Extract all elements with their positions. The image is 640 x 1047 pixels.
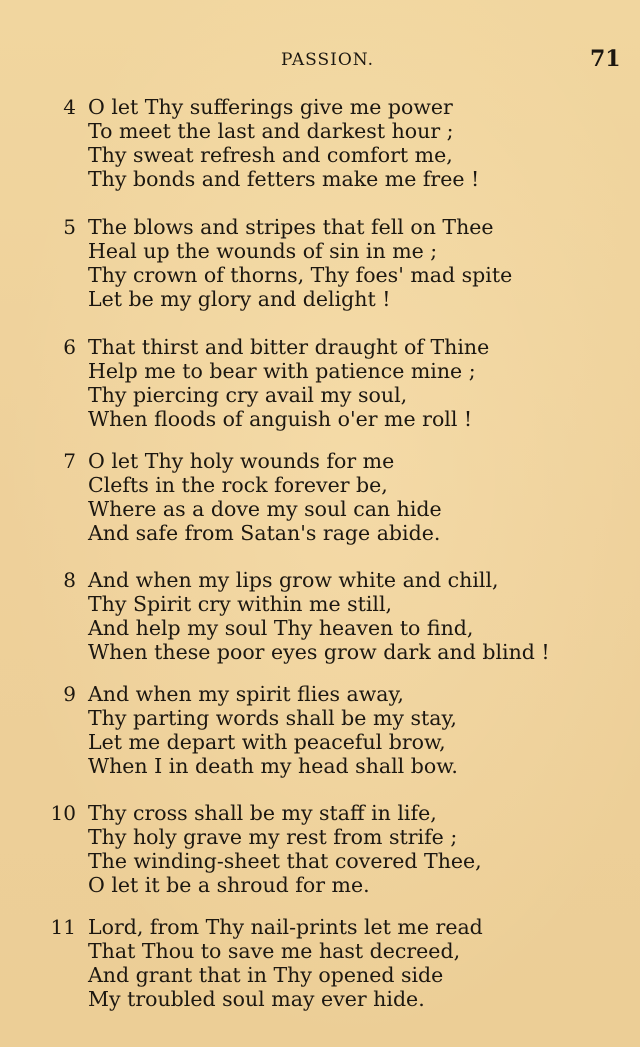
stanza-number: 10 bbox=[50, 801, 76, 825]
verse-line: To meet the last and darkest hour ; bbox=[88, 119, 454, 143]
verse-line: O let it be a shroud for me. bbox=[88, 873, 370, 897]
verse-line: Thy holy grave my rest from strife ; bbox=[88, 825, 458, 849]
verse-line: Where as a dove my soul can hide bbox=[88, 497, 442, 521]
verse-line: Thy cross shall be my staff in life, bbox=[88, 801, 437, 825]
verse-line: When these poor eyes grow dark and blind ! bbox=[88, 640, 550, 664]
stanza-number: 11 bbox=[50, 915, 76, 939]
verse-line: Let be my glory and delight ! bbox=[88, 287, 391, 311]
verse-line: Thy piercing cry avail my soul, bbox=[88, 383, 408, 407]
stanza-number: 4 bbox=[63, 95, 76, 119]
stanza-number: 7 bbox=[63, 449, 76, 473]
page-header bbox=[0, 46, 640, 76]
verse-line: Clefts in the rock forever be, bbox=[88, 473, 388, 497]
stanza-number: 9 bbox=[63, 682, 76, 706]
verse-line: Thy parting words shall be my stay, bbox=[88, 706, 457, 730]
verse-line: And help my soul Thy heaven to find, bbox=[88, 616, 474, 640]
verse-line: The winding-sheet that covered Thee, bbox=[88, 849, 482, 873]
verse-line: Help me to bear with patience mine ; bbox=[88, 359, 476, 383]
verse-line: Thy crown of thorns, Thy foes' mad spite bbox=[88, 263, 513, 287]
verse-line: When floods of anguish o'er me roll ! bbox=[88, 407, 473, 431]
verse-line: Thy sweat refresh and comfort me, bbox=[88, 143, 453, 167]
verse-line: Thy Spirit cry within me still, bbox=[88, 592, 393, 616]
stanza-number: 5 bbox=[63, 215, 76, 239]
verse-line: And grant that in Thy opened side bbox=[88, 963, 444, 987]
verse-line: Heal up the wounds of sin in me ; bbox=[88, 239, 438, 263]
running-head: PASSION. bbox=[281, 50, 374, 70]
verse-line: That thirst and bitter draught of Thine bbox=[88, 335, 490, 359]
verse-line: When I in death my head shall bow. bbox=[88, 754, 458, 778]
verse-line: My troubled soul may ever hide. bbox=[88, 987, 425, 1011]
verse-line: Let me depart with peaceful brow, bbox=[88, 730, 446, 754]
verse-line: Lord, from Thy nail-prints let me read bbox=[88, 915, 483, 939]
verse-line: The blows and stripes that fell on Thee bbox=[88, 215, 494, 239]
verse-line: And safe from Satan's rage abide. bbox=[88, 521, 441, 545]
page-number: 71 bbox=[590, 46, 621, 72]
verse-line: And when my spirit flies away, bbox=[88, 682, 404, 706]
verse-line: Thy bonds and fetters make me free ! bbox=[88, 167, 480, 191]
verse-line: That Thou to save me hast decreed, bbox=[88, 939, 461, 963]
stanza-number: 8 bbox=[63, 568, 76, 592]
verse-line: O let Thy sufferings give me power bbox=[88, 95, 453, 119]
verse-line: O let Thy holy wounds for me bbox=[88, 449, 395, 473]
verse-line: And when my lips grow white and chill, bbox=[88, 568, 499, 592]
stanza-number: 6 bbox=[63, 335, 76, 359]
